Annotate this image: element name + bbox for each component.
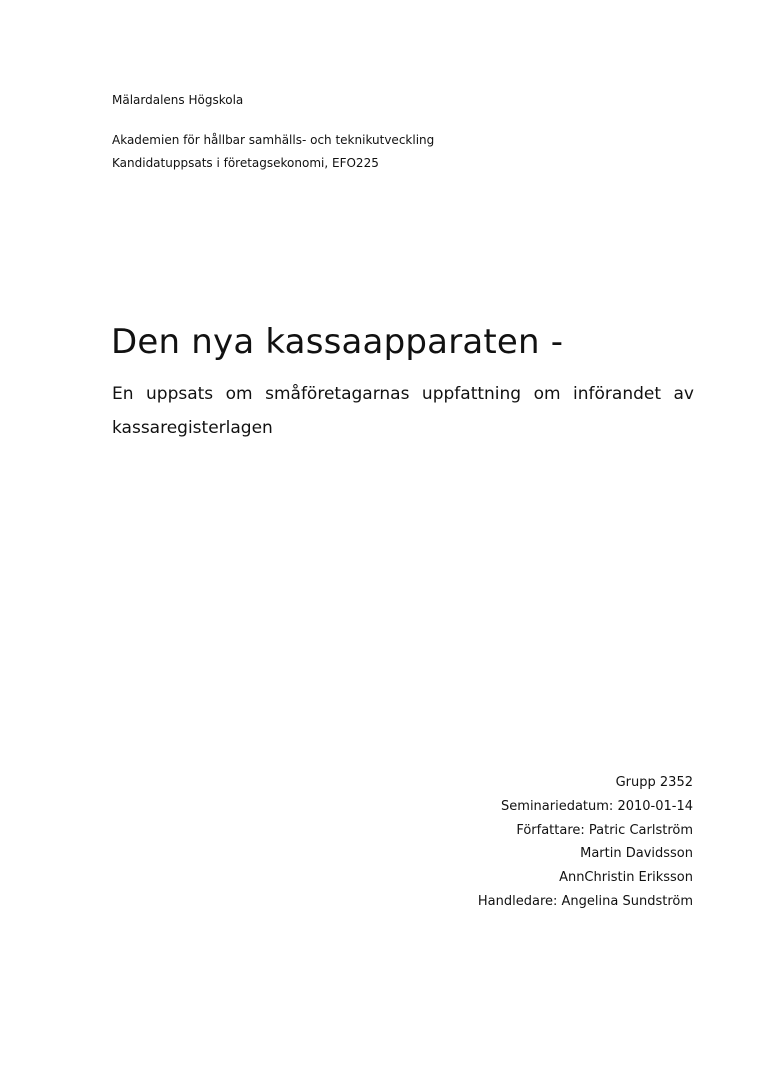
department-name: Akademien för hållbar samhälls- och teknikutveckling	[112, 133, 435, 147]
group-number: Grupp 2352	[615, 775, 693, 790]
document-subtitle: En uppsats om småföretagarnas uppfattning om införandet av kassaregisterlagen	[112, 384, 694, 438]
author-line: Författare: Patric Carlström	[516, 822, 693, 838]
document-title: Den nya kassaapparaten -	[111, 322, 564, 362]
author-3: AnnChristin Eriksson	[559, 870, 693, 886]
course-name: Kandidatuppsats i företagsekonomi, EFO225	[112, 156, 379, 170]
seminar-date: Seminariedatum: 2010-01-14	[501, 798, 693, 814]
supervisor: Handledare: Angelina Sundström	[477, 893, 693, 909]
authors-block	[478, 771, 693, 914]
author-2: Martin Davidsson	[580, 846, 693, 862]
header-block	[112, 92, 434, 171]
university-name: Mälardalens Högskola	[112, 93, 244, 107]
